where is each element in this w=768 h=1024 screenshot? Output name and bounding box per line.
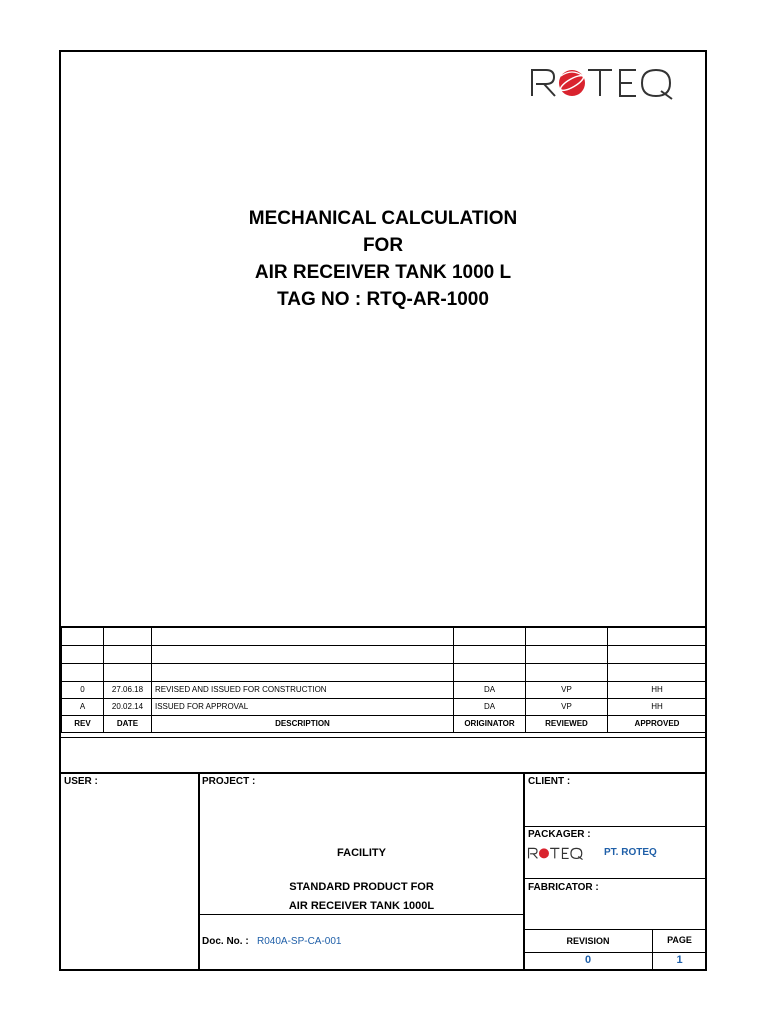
- divider: [524, 929, 706, 930]
- title-line-2: FOR: [362, 235, 404, 256]
- title-line-3: AIR RECEIVER TANK 1000 L: [254, 262, 512, 283]
- revision-header-row: [62, 715, 707, 732]
- divider: [524, 826, 706, 827]
- divider: [199, 914, 524, 915]
- client-label: CLIENT :: [528, 776, 571, 787]
- page-label: PAGE: [667, 935, 692, 945]
- divider: [524, 952, 706, 953]
- divider: [198, 773, 200, 970]
- approved-header: APPROVED: [608, 715, 707, 732]
- originator-cell: DA: [454, 698, 526, 715]
- date-header: DATE: [104, 715, 152, 732]
- reviewed-cell: VP: [526, 681, 608, 698]
- revision-row: [62, 698, 707, 715]
- date-cell: 20.02.14: [104, 698, 152, 715]
- document-title: [59, 205, 707, 313]
- date-cell: 27.06.18: [104, 681, 152, 698]
- description-cell: REVISED AND ISSUED FOR CONSTRUCTION: [152, 681, 454, 698]
- originator-header: ORIGINATOR: [454, 715, 526, 732]
- revision-empty-row: [62, 663, 707, 681]
- revision-value: 0: [584, 954, 592, 966]
- description-header: DESCRIPTION: [152, 715, 454, 732]
- facility-text: FACILITY: [337, 847, 386, 859]
- divider: [524, 878, 706, 879]
- approved-cell: HH: [608, 681, 707, 698]
- page-value: 1: [676, 954, 683, 966]
- document-frame: [59, 50, 707, 971]
- reviewed-cell: VP: [526, 698, 608, 715]
- product-line-2: AIR RECEIVER TANK 1000L: [288, 900, 435, 912]
- revision-empty-row: [62, 627, 707, 645]
- roteq-logo: [528, 62, 694, 102]
- rev-cell: 0: [62, 681, 104, 698]
- packager-name: PT. ROTEQ: [604, 847, 657, 858]
- reviewed-header: REVIEWED: [526, 715, 608, 732]
- revision-row: [62, 681, 707, 698]
- divider: [61, 737, 706, 738]
- doc-number: R040A-SP-CA-001: [257, 936, 342, 947]
- project-label: PROJECT :: [202, 776, 256, 787]
- revision-empty-row: [62, 645, 707, 663]
- description-cell: ISSUED FOR APPROVAL: [152, 698, 454, 715]
- title-line-1: MECHANICAL CALCULATION: [248, 208, 518, 229]
- product-line-1: STANDARD PRODUCT FOR: [289, 881, 434, 893]
- fabricator-label: FABRICATOR :: [528, 882, 599, 893]
- revision-label: REVISION: [566, 936, 610, 946]
- title-line-4: TAG NO : RTQ-AR-1000: [277, 289, 489, 310]
- revision-table: [61, 626, 707, 733]
- user-label: USER :: [64, 776, 98, 787]
- doc-number-label: Doc. No. :: [202, 936, 249, 947]
- rev-header: REV: [62, 715, 104, 732]
- approved-cell: HH: [608, 698, 707, 715]
- divider: [61, 772, 706, 774]
- packager-logo: [527, 845, 591, 861]
- originator-cell: DA: [454, 681, 526, 698]
- rev-cell: A: [62, 698, 104, 715]
- packager-label: PACKAGER :: [528, 829, 591, 840]
